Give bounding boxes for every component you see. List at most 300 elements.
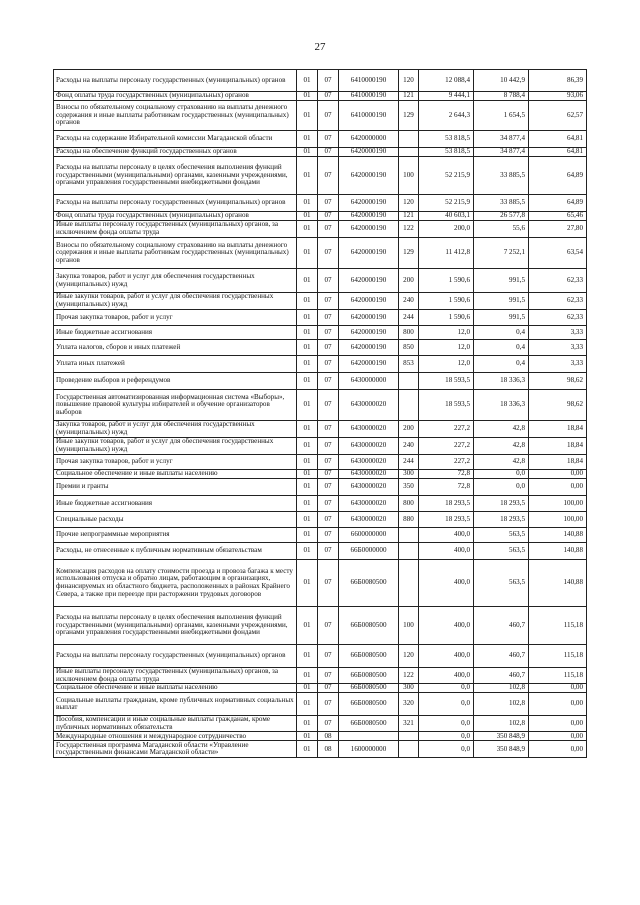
row-target-article: 6430000020 [339, 438, 399, 455]
row-target-article: 6600000000 [339, 528, 399, 543]
row-percent: 64,81 [529, 148, 587, 157]
row-razdel: 01 [297, 741, 318, 758]
row-podrazdel: 07 [318, 512, 339, 528]
row-razdel: 01 [297, 373, 318, 390]
table-row [54, 390, 587, 421]
row-actual-amount: 18 293,5 [474, 512, 529, 528]
row-podrazdel: 07 [318, 479, 339, 496]
row-actual-amount: 563,5 [474, 560, 529, 607]
row-actual-amount: 42,8 [474, 455, 529, 470]
row-plan-amount: 400,0 [419, 560, 474, 607]
row-target-article: 6420000190 [339, 356, 399, 373]
table-row [54, 645, 587, 668]
row-percent: 62,33 [529, 293, 587, 310]
row-name: Уплата иных платежей [54, 356, 297, 373]
row-plan-amount: 53 818,5 [419, 148, 474, 157]
row-podrazdel: 07 [318, 326, 339, 340]
row-target-article: 6430000020 [339, 390, 399, 421]
row-plan-amount: 0,0 [419, 684, 474, 693]
table-row [54, 668, 587, 684]
row-podrazdel: 07 [318, 455, 339, 470]
table-row [54, 560, 587, 607]
row-razdel: 01 [297, 221, 318, 238]
row-expense-type: 300 [399, 470, 419, 479]
row-name: Расходы, не отнесенные к публичным нормативным обязательствам [54, 543, 297, 560]
row-plan-amount: 18 593,5 [419, 390, 474, 421]
row-percent: 115,18 [529, 645, 587, 668]
row-target-article: 6420000190 [339, 238, 399, 269]
table-row [54, 221, 587, 238]
row-expense-type [399, 148, 419, 157]
row-target-article: 66Б0080500 [339, 560, 399, 607]
row-actual-amount: 563,5 [474, 543, 529, 560]
table-row [54, 131, 587, 148]
row-expense-type: 300 [399, 684, 419, 693]
row-name: Иные выплаты персоналу государственных (муниципальных) органов, за исключением фонда оплаты труда [54, 668, 297, 684]
row-podrazdel: 07 [318, 645, 339, 668]
row-plan-amount: 227,2 [419, 421, 474, 438]
row-target-article: 6420000190 [339, 195, 399, 212]
row-plan-amount: 227,2 [419, 455, 474, 470]
row-name: Премии и гранты [54, 479, 297, 496]
row-razdel: 01 [297, 148, 318, 157]
row-name: Иные бюджетные ассигнования [54, 496, 297, 512]
row-expense-type: 129 [399, 101, 419, 131]
row-podrazdel: 08 [318, 741, 339, 758]
row-target-article [339, 732, 399, 741]
row-actual-amount: 0,4 [474, 340, 529, 356]
row-plan-amount: 9 444,1 [419, 92, 474, 101]
row-podrazdel: 07 [318, 373, 339, 390]
row-name: Прочие непрограммные мероприятия [54, 528, 297, 543]
row-expense-type: 121 [399, 92, 419, 101]
row-name: Уплата налогов, сборов и иных платежей [54, 340, 297, 356]
row-podrazdel: 07 [318, 221, 339, 238]
row-plan-amount: 0,0 [419, 732, 474, 741]
row-expense-type: 240 [399, 438, 419, 455]
row-actual-amount: 0,4 [474, 326, 529, 340]
row-target-article: 6420000190 [339, 310, 399, 326]
row-razdel: 01 [297, 390, 318, 421]
row-plan-amount: 400,0 [419, 607, 474, 645]
row-expense-type: 120 [399, 195, 419, 212]
row-plan-amount: 200,0 [419, 221, 474, 238]
table-row [54, 716, 587, 732]
row-podrazdel: 07 [318, 195, 339, 212]
row-podrazdel: 07 [318, 716, 339, 732]
row-percent: 0,00 [529, 716, 587, 732]
row-razdel: 01 [297, 732, 318, 741]
row-expense-type: 129 [399, 238, 419, 269]
table-row [54, 195, 587, 212]
row-expense-type: 244 [399, 455, 419, 470]
row-expense-type: 320 [399, 693, 419, 716]
row-name: Компенсация расходов на оплату стоимости проезда и провоза багажа к месту использования отпуска и обратно лицам, работающим в организациях, финансируемых из областного бюджета, расположенных в районах Крайнего Севера, а также при переезде при расторжении трудовых договоров [54, 560, 297, 607]
row-percent: 115,18 [529, 607, 587, 645]
row-percent: 62,33 [529, 310, 587, 326]
row-percent: 64,81 [529, 131, 587, 148]
row-name: Государственная программа Магаданской области «Управление государственными финансами Магаданской области» [54, 741, 297, 758]
row-actual-amount: 460,7 [474, 645, 529, 668]
row-actual-amount: 42,8 [474, 438, 529, 455]
row-percent: 93,06 [529, 92, 587, 101]
table-row [54, 148, 587, 157]
row-razdel: 01 [297, 543, 318, 560]
row-name: Международные отношения и международное сотрудничество [54, 732, 297, 741]
row-expense-type [399, 741, 419, 758]
table-row [54, 496, 587, 512]
row-plan-amount: 11 412,8 [419, 238, 474, 269]
row-name: Расходы на выплаты персоналу в целях обеспечения выполнения функций государственными (муниципальными) органами, казенными учреждениями, органами управления государственными внебюджетными фондами [54, 157, 297, 195]
row-target-article: 66Б0080500 [339, 645, 399, 668]
row-target-article: 6420000190 [339, 157, 399, 195]
row-razdel: 01 [297, 326, 318, 340]
row-target-article: 6410000190 [339, 92, 399, 101]
table-row [54, 101, 587, 131]
row-target-article: 6420000190 [339, 326, 399, 340]
row-percent: 0,00 [529, 741, 587, 758]
row-name: Иные закупки товаров, работ и услуг для обеспечения государственных (муниципальных) нужд [54, 293, 297, 310]
row-target-article: 6430000020 [339, 470, 399, 479]
row-plan-amount: 12,0 [419, 340, 474, 356]
row-percent: 100,00 [529, 512, 587, 528]
row-percent: 0,00 [529, 684, 587, 693]
table-row [54, 741, 587, 758]
row-percent: 65,46 [529, 212, 587, 221]
row-name: Фонд оплаты труда государственных (муниципальных) органов [54, 212, 297, 221]
row-expense-type: 321 [399, 716, 419, 732]
row-razdel: 01 [297, 438, 318, 455]
row-podrazdel: 07 [318, 356, 339, 373]
row-plan-amount: 400,0 [419, 645, 474, 668]
row-plan-amount: 52 215,9 [419, 195, 474, 212]
row-name: Взносы по обязательному социальному страхованию на выплаты денежного содержания и иные выплаты работникам государственных (муниципальных) органов [54, 101, 297, 131]
row-expense-type: 122 [399, 221, 419, 238]
table-row [54, 157, 587, 195]
row-target-article: 6430000020 [339, 421, 399, 438]
row-razdel: 01 [297, 693, 318, 716]
table-row [54, 732, 587, 741]
row-expense-type [399, 543, 419, 560]
row-podrazdel: 08 [318, 732, 339, 741]
row-expense-type [399, 732, 419, 741]
row-name: Социальное обеспечение и иные выплаты населению [54, 684, 297, 693]
row-actual-amount: 18 293,5 [474, 496, 529, 512]
row-plan-amount: 227,2 [419, 438, 474, 455]
table-row [54, 512, 587, 528]
row-razdel: 01 [297, 131, 318, 148]
row-podrazdel: 07 [318, 607, 339, 645]
row-percent: 64,89 [529, 195, 587, 212]
row-plan-amount: 40 603,1 [419, 212, 474, 221]
row-razdel: 01 [297, 421, 318, 438]
row-name: Фонд оплаты труда государственных (муниципальных) органов [54, 92, 297, 101]
row-podrazdel: 07 [318, 340, 339, 356]
row-percent: 98,62 [529, 390, 587, 421]
row-expense-type: 200 [399, 421, 419, 438]
row-plan-amount: 0,0 [419, 716, 474, 732]
row-target-article: 6420000190 [339, 269, 399, 293]
table-row [54, 92, 587, 101]
row-razdel: 01 [297, 212, 318, 221]
row-podrazdel: 07 [318, 693, 339, 716]
row-percent: 0,00 [529, 470, 587, 479]
row-percent: 3,33 [529, 340, 587, 356]
row-razdel: 01 [297, 668, 318, 684]
table-row [54, 438, 587, 455]
row-target-article: 6420000000 [339, 131, 399, 148]
row-percent: 86,39 [529, 70, 587, 92]
row-actual-amount: 42,8 [474, 421, 529, 438]
table-row [54, 479, 587, 496]
row-plan-amount: 53 818,5 [419, 131, 474, 148]
row-actual-amount: 350 848,9 [474, 732, 529, 741]
row-target-article: 66Б0080500 [339, 684, 399, 693]
row-actual-amount: 0,0 [474, 470, 529, 479]
row-expense-type: 120 [399, 645, 419, 668]
table-row [54, 212, 587, 221]
row-actual-amount: 460,7 [474, 607, 529, 645]
row-target-article: 66Б0080500 [339, 607, 399, 645]
row-actual-amount: 7 252,1 [474, 238, 529, 269]
table-row [54, 326, 587, 340]
row-target-article: 66Б0080500 [339, 716, 399, 732]
row-plan-amount: 18 293,5 [419, 512, 474, 528]
row-target-article: 66Б0080500 [339, 668, 399, 684]
row-target-article: 6420000190 [339, 340, 399, 356]
table-row [54, 684, 587, 693]
row-expense-type: 850 [399, 340, 419, 356]
row-plan-amount: 72,8 [419, 470, 474, 479]
row-name: Расходы на содержание Избирательной комиссии Магаданской области [54, 131, 297, 148]
row-percent: 18,84 [529, 455, 587, 470]
row-razdel: 01 [297, 101, 318, 131]
row-podrazdel: 07 [318, 528, 339, 543]
row-razdel: 01 [297, 560, 318, 607]
row-plan-amount: 0,0 [419, 693, 474, 716]
row-podrazdel: 07 [318, 92, 339, 101]
row-plan-amount: 12,0 [419, 326, 474, 340]
row-razdel: 01 [297, 455, 318, 470]
row-podrazdel: 07 [318, 148, 339, 157]
row-expense-type: 244 [399, 310, 419, 326]
row-podrazdel: 07 [318, 421, 339, 438]
row-target-article: 6420000190 [339, 212, 399, 221]
row-percent: 62,57 [529, 101, 587, 131]
row-razdel: 01 [297, 70, 318, 92]
row-podrazdel: 07 [318, 131, 339, 148]
row-razdel: 01 [297, 470, 318, 479]
row-percent: 18,84 [529, 421, 587, 438]
table-row [54, 269, 587, 293]
row-razdel: 01 [297, 293, 318, 310]
row-target-article: 66Б0080500 [339, 693, 399, 716]
row-plan-amount: 12,0 [419, 356, 474, 373]
row-target-article: 6420000190 [339, 293, 399, 310]
row-actual-amount: 0,0 [474, 479, 529, 496]
row-razdel: 01 [297, 356, 318, 373]
row-actual-amount: 18 336,3 [474, 373, 529, 390]
row-actual-amount: 33 885,5 [474, 195, 529, 212]
row-podrazdel: 07 [318, 269, 339, 293]
table-row [54, 607, 587, 645]
row-actual-amount: 26 577,8 [474, 212, 529, 221]
row-plan-amount: 18 293,5 [419, 496, 474, 512]
row-name: Социальное обеспечение и иные выплаты населению [54, 470, 297, 479]
row-percent: 27,80 [529, 221, 587, 238]
row-plan-amount: 52 215,9 [419, 157, 474, 195]
row-name: Специальные расходы [54, 512, 297, 528]
row-razdel: 01 [297, 479, 318, 496]
row-percent: 140,88 [529, 528, 587, 543]
row-plan-amount: 1 590,6 [419, 310, 474, 326]
row-expense-type [399, 528, 419, 543]
row-name: Расходы на обеспечение функций государственных органов [54, 148, 297, 157]
row-razdel: 01 [297, 238, 318, 269]
row-podrazdel: 07 [318, 293, 339, 310]
row-podrazdel: 07 [318, 496, 339, 512]
row-actual-amount: 102,8 [474, 693, 529, 716]
row-plan-amount: 1 590,6 [419, 293, 474, 310]
row-expense-type: 120 [399, 70, 419, 92]
table-row [54, 543, 587, 560]
row-actual-amount: 460,7 [474, 668, 529, 684]
row-plan-amount: 400,0 [419, 543, 474, 560]
row-podrazdel: 07 [318, 470, 339, 479]
row-name: Иные закупки товаров, работ и услуг для обеспечения государственных (муниципальных) нужд [54, 438, 297, 455]
row-podrazdel: 07 [318, 310, 339, 326]
table-row [54, 356, 587, 373]
row-name: Иные бюджетные ассигнования [54, 326, 297, 340]
row-target-article: 1600000000 [339, 741, 399, 758]
row-razdel: 01 [297, 512, 318, 528]
row-expense-type: 800 [399, 496, 419, 512]
table-row [54, 238, 587, 269]
row-plan-amount: 12 088,4 [419, 70, 474, 92]
table-row [54, 310, 587, 326]
page-number: 27 [314, 41, 326, 53]
row-percent: 63,54 [529, 238, 587, 269]
row-actual-amount: 34 877,4 [474, 148, 529, 157]
row-name: Расходы на выплаты персоналу государственных (муниципальных) органов [54, 70, 297, 92]
row-podrazdel: 07 [318, 238, 339, 269]
row-plan-amount: 1 590,6 [419, 269, 474, 293]
table-row [54, 340, 587, 356]
row-percent: 140,88 [529, 560, 587, 607]
row-name: Расходы на выплаты персоналу государственных (муниципальных) органов [54, 645, 297, 668]
row-name: Прочая закупка товаров, работ и услуг [54, 310, 297, 326]
row-razdel: 01 [297, 645, 318, 668]
row-percent: 3,33 [529, 356, 587, 373]
row-target-article: 6430000020 [339, 512, 399, 528]
row-podrazdel: 07 [318, 668, 339, 684]
row-actual-amount: 102,8 [474, 684, 529, 693]
row-expense-type [399, 390, 419, 421]
row-razdel: 01 [297, 528, 318, 543]
row-razdel: 01 [297, 340, 318, 356]
row-actual-amount: 0,4 [474, 356, 529, 373]
row-percent: 3,33 [529, 326, 587, 340]
row-expense-type: 200 [399, 269, 419, 293]
row-percent: 62,33 [529, 269, 587, 293]
row-razdel: 01 [297, 607, 318, 645]
row-target-article: 66Б0000000 [339, 543, 399, 560]
row-expense-type: 880 [399, 512, 419, 528]
row-podrazdel: 07 [318, 212, 339, 221]
row-percent: 0,00 [529, 693, 587, 716]
row-percent: 0,00 [529, 732, 587, 741]
table-row [54, 528, 587, 543]
row-podrazdel: 07 [318, 70, 339, 92]
row-percent: 0,00 [529, 479, 587, 496]
row-actual-amount: 33 885,5 [474, 157, 529, 195]
row-expense-type [399, 131, 419, 148]
row-target-article: 6420000190 [339, 148, 399, 157]
row-expense-type: 122 [399, 668, 419, 684]
row-podrazdel: 07 [318, 390, 339, 421]
row-percent: 18,84 [529, 438, 587, 455]
row-razdel: 01 [297, 496, 318, 512]
row-podrazdel: 07 [318, 684, 339, 693]
row-actual-amount: 991,5 [474, 293, 529, 310]
row-actual-amount: 350 848,9 [474, 741, 529, 758]
row-razdel: 01 [297, 92, 318, 101]
row-actual-amount: 10 442,9 [474, 70, 529, 92]
row-podrazdel: 07 [318, 543, 339, 560]
row-expense-type: 100 [399, 607, 419, 645]
table-row [54, 470, 587, 479]
row-expense-type: 100 [399, 157, 419, 195]
row-razdel: 01 [297, 195, 318, 212]
row-percent: 100,00 [529, 496, 587, 512]
row-razdel: 01 [297, 684, 318, 693]
row-target-article: 6430000020 [339, 479, 399, 496]
row-plan-amount: 2 644,3 [419, 101, 474, 131]
row-target-article: 6430000020 [339, 455, 399, 470]
row-podrazdel: 07 [318, 101, 339, 131]
row-razdel: 01 [297, 716, 318, 732]
row-percent: 115,18 [529, 668, 587, 684]
row-name: Закупка товаров, работ и услуг для обеспечения государственных (муниципальных) нужд [54, 269, 297, 293]
row-podrazdel: 07 [318, 157, 339, 195]
row-plan-amount: 0,0 [419, 741, 474, 758]
row-razdel: 01 [297, 310, 318, 326]
row-name: Расходы на выплаты персоналу в целях обеспечения выполнения функций государственными (муниципальными) органами, казенными учреждениями, органами управления государственными внебюджетными фондами [54, 607, 297, 645]
row-razdel: 01 [297, 269, 318, 293]
row-expense-type: 800 [399, 326, 419, 340]
row-razdel: 01 [297, 157, 318, 195]
row-podrazdel: 07 [318, 438, 339, 455]
row-actual-amount: 991,5 [474, 269, 529, 293]
row-plan-amount: 400,0 [419, 668, 474, 684]
table-row [54, 693, 587, 716]
row-name: Прочая закупка товаров, работ и услуг [54, 455, 297, 470]
row-name: Проведение выборов и референдумов [54, 373, 297, 390]
row-target-article: 6410000190 [339, 70, 399, 92]
row-actual-amount: 34 877,4 [474, 131, 529, 148]
row-percent: 98,62 [529, 373, 587, 390]
row-actual-amount: 102,8 [474, 716, 529, 732]
row-name: Иные выплаты персоналу государственных (муниципальных) органов, за исключением фонда оплаты труда [54, 221, 297, 238]
row-name: Пособия, компенсации и иные социальные выплаты гражданам, кроме публичных нормативных обязательств [54, 716, 297, 732]
row-target-article: 6430000020 [339, 496, 399, 512]
row-actual-amount: 55,6 [474, 221, 529, 238]
row-name: Расходы на выплаты персоналу государственных (муниципальных) органов [54, 195, 297, 212]
table-row [54, 373, 587, 390]
row-percent: 140,88 [529, 543, 587, 560]
row-podrazdel: 07 [318, 560, 339, 607]
table-row [54, 70, 587, 92]
